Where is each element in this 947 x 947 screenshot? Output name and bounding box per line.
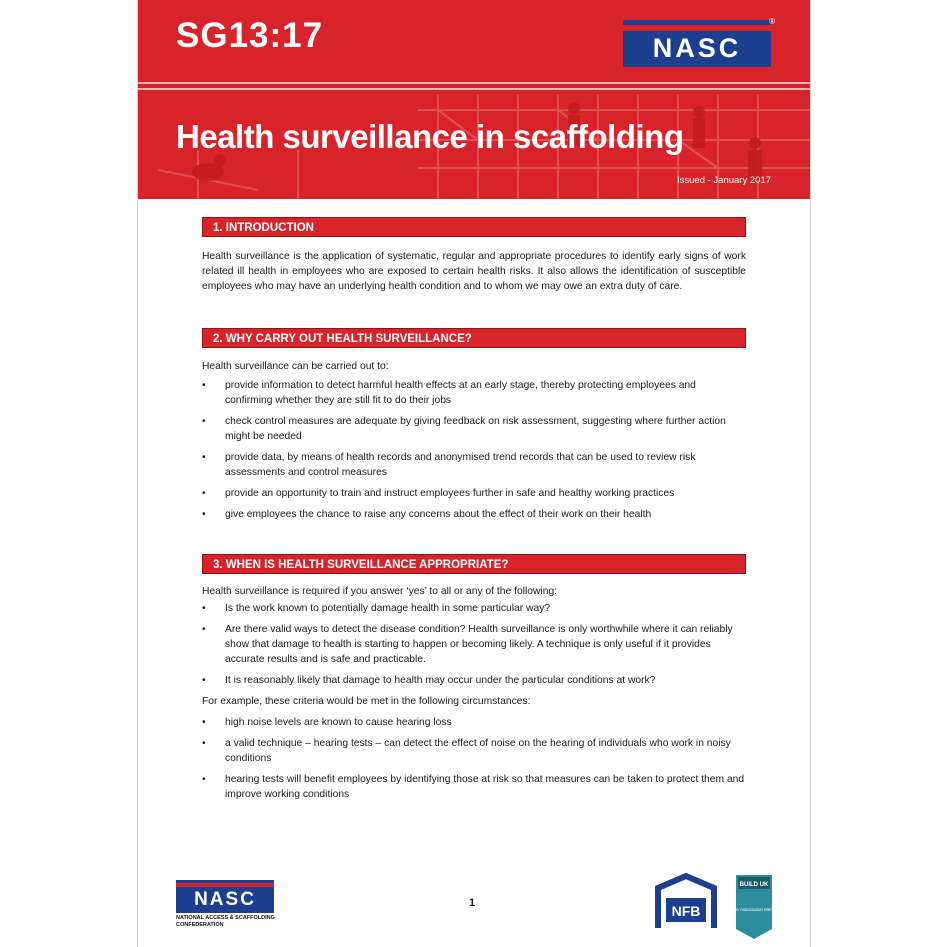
list-item: • high noise levels are known to cause hearing loss	[202, 715, 746, 730]
example-intro: For example, these criteria would be met in the following circumstances:	[202, 696, 531, 707]
nfb-logo	[654, 874, 718, 930]
page-title: Health surveillance in scaffolding	[176, 118, 684, 155]
why-bullet-list	[202, 378, 746, 522]
footer-nasc-logo	[176, 880, 274, 913]
footer-logo-subtitle: NATIONAL ACCESS & SCAFFOLDING CONFEDERATION	[176, 915, 275, 928]
header-banner	[138, 0, 810, 199]
list-item: • give employees the chance to raise any concerns about the effect of their work on their health	[202, 507, 746, 522]
document-code: SG13:17	[176, 16, 324, 55]
document-content	[202, 217, 746, 802]
footer-logo-red-bar	[176, 883, 274, 887]
logo-red-bar	[623, 25, 771, 31]
section-heading-introduction: 1. INTRODUCTION	[202, 217, 746, 237]
list-item: • Is the work known to potentially damage health in some particular way?	[202, 601, 746, 616]
list-item: • provide an opportunity to train and instruct employees further in safe and healthy working practices	[202, 486, 746, 501]
issued-date: Issued - January 2017	[676, 175, 771, 186]
section-heading-when: 3. WHEN IS HEALTH SURVEILLANCE APPROPRIATE?	[202, 554, 746, 574]
introduction-paragraph: Health surveillance is the application of systematic, regular and appropriate procedures to identify early signs of work related ill health in employees who are exposed to certain health risks. It also allows the identification of susceptible employees who may have an underlying health condition and to whom we may owe an extra duty of care.	[202, 251, 746, 292]
list-item: • It is reasonably likely that damage to health may occur under the particular conditions at work?	[202, 673, 746, 688]
buildu-logo	[727, 875, 781, 939]
list-item: • check control measures are adequate by giving feedback on risk assessment, suggesting where further action might be needed	[202, 414, 746, 444]
why-intro: Health surveillance can be carried out to:	[202, 361, 389, 372]
document-page	[137, 0, 811, 947]
list-item: • hearing tests will benefit employees by identifying those at risk so that measures can be taken to protect them and improve working conditions	[202, 772, 746, 802]
logo-text: NASC	[652, 33, 742, 63]
when-intro: Health surveillance is required if you answer ‘yes’ to all or any of the following:	[202, 586, 558, 597]
when-bullet-list	[202, 601, 746, 688]
registered-mark: ®	[769, 17, 775, 26]
nasc-logo	[623, 17, 775, 67]
footer-logo-text: NASC	[194, 889, 256, 910]
example-bullet-list	[202, 715, 746, 802]
list-item: • provide information to detect harmful health effects at an early stage, thereby protecting employees and confirming whether they are still fit to do their jobs	[202, 378, 746, 408]
buildu-logo-text: BUILD UK	[739, 882, 769, 888]
list-item: • Are there valid ways to detect the disease condition? Health surveillance is only worthwhile where it can reliably show that damage to health is starting to happen or becoming likely. A technique is only useful if it provides accurate results and is safe and practicable.	[202, 622, 746, 667]
section-heading-why: 2. WHY CARRY OUT HEALTH SURVEILLANCE?	[202, 328, 746, 348]
list-item: • provide data, by means of health records and anonymised trend records that can be used to review risk assessments and control measures	[202, 450, 746, 480]
buildu-member-text: Trade Association Member	[727, 907, 781, 912]
page-number: 1	[469, 897, 476, 909]
list-item: • a valid technique – hearing tests – can detect the effect of noise on the hearing of individuals who work in noisy conditions	[202, 736, 746, 766]
nfb-logo-text: NFB	[671, 903, 701, 919]
banner-divider-top	[138, 82, 810, 84]
banner-divider-bottom	[138, 88, 810, 90]
